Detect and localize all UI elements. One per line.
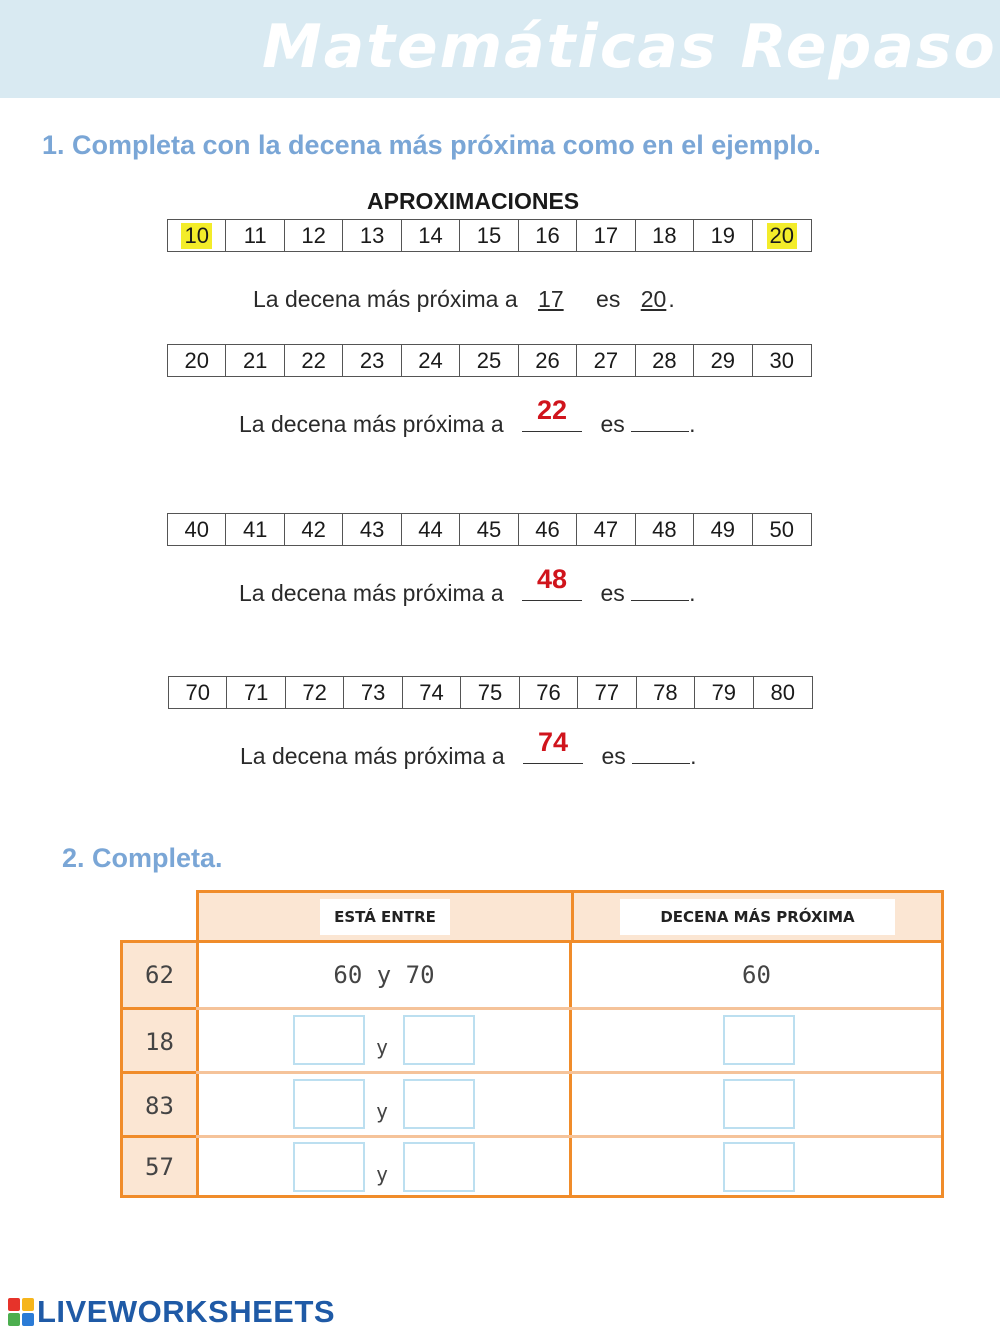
number-cell: 77 [578, 677, 636, 708]
number-cell: 41 [226, 514, 284, 545]
number-cell: 19 [694, 220, 752, 251]
row-number: 83 [145, 1092, 174, 1120]
example-sentence [253, 286, 675, 313]
number-cell: 14 [402, 220, 460, 251]
period: . [689, 411, 696, 437]
number-blank [523, 727, 583, 770]
nearest-value: 60 [742, 961, 771, 989]
example-number: 17 [538, 286, 564, 312]
number-line-70-80 [168, 676, 813, 709]
number-cell: 15 [460, 220, 518, 251]
exercise-sentence-3 [240, 727, 697, 770]
liveworksheets-logo[interactable] [8, 1294, 335, 1330]
period: . [690, 743, 697, 769]
completa-table [120, 890, 944, 1200]
header-banner [0, 0, 1000, 98]
number-blank [522, 395, 582, 438]
exercise-sentence-1 [239, 395, 696, 438]
number-cell: 40 [168, 514, 226, 545]
number-cell: 70 [169, 677, 227, 708]
result-blank-input[interactable] [631, 583, 689, 601]
number-cell: 75 [461, 677, 519, 708]
number-cell: 44 [402, 514, 460, 545]
number-cell [753, 220, 811, 251]
banner-title: Matemáticas Repaso [262, 12, 997, 82]
header-between-label: ESTÁ ENTRE [320, 899, 450, 935]
header-between [199, 893, 571, 940]
number-line-20-30 [167, 344, 812, 377]
number-cell: 20 [168, 345, 226, 376]
nearest-tens-input[interactable] [723, 1079, 795, 1129]
number-cell: 79 [695, 677, 753, 708]
number-cell: 50 [769, 516, 794, 542]
lower-tens-input[interactable] [293, 1015, 365, 1065]
y-connector: y [376, 1035, 389, 1059]
between-value: 60 y 70 [333, 961, 435, 989]
nearest-tens-input[interactable] [723, 1142, 795, 1192]
number-cell: 23 [343, 345, 401, 376]
answer-number: 74 [538, 727, 569, 757]
header-nearest [574, 893, 941, 940]
number-cell: 74 [403, 677, 461, 708]
number-cell [168, 220, 226, 251]
row-number: 18 [145, 1028, 174, 1056]
header-nearest-label: DECENA MÁS PRÓXIMA [620, 899, 894, 935]
number-cell: 24 [402, 345, 460, 376]
number-cell: 30 [769, 347, 794, 373]
row-number: 62 [145, 961, 174, 989]
lower-tens-input[interactable] [293, 1142, 365, 1192]
number-cell: 42 [285, 514, 343, 545]
answer-number: 22 [537, 395, 568, 425]
number-cell: 72 [286, 677, 344, 708]
number-cell: 73 [344, 677, 402, 708]
number-cell: 48 [636, 514, 694, 545]
number-cell: 45 [460, 514, 518, 545]
sentence-prefix: La decena más próxima a [239, 580, 504, 606]
question-2-title: 2. Completa. [62, 843, 223, 873]
number-cell: 46 [519, 514, 577, 545]
number-cell: 16 [519, 220, 577, 251]
number-cell: 80 [770, 679, 795, 705]
sentence-prefix: La decena más próxima a [240, 743, 505, 769]
number-cell: 11 [226, 220, 284, 251]
y-connector: y [376, 1099, 389, 1123]
number-cell: 29 [694, 345, 752, 376]
number-cell: 76 [520, 677, 578, 708]
question-1-title: 1. Completa con la decena más próxima como en el ejemplo. [42, 130, 821, 160]
upper-tens-input[interactable] [403, 1079, 475, 1129]
sentence-prefix: La decena más próxima a [239, 411, 504, 437]
highlighted-number: 10 [181, 223, 211, 249]
number-cell: 13 [343, 220, 401, 251]
number-cell: 47 [577, 514, 635, 545]
exercise-sentence-2 [239, 564, 696, 607]
period: . [668, 286, 675, 312]
number-cell: 25 [460, 345, 518, 376]
es-label: es [601, 743, 626, 769]
number-line-40-50 [167, 513, 812, 546]
es-label: es [600, 411, 625, 437]
result-blank-input[interactable] [632, 746, 690, 764]
y-connector: y [376, 1162, 389, 1186]
logo-icon [8, 1298, 34, 1326]
logo-text: LIVEWORKSHEETS [37, 1294, 336, 1329]
sentence-prefix: La decena más próxima a [253, 286, 518, 312]
answer-number: 48 [537, 564, 568, 594]
number-cell: 71 [227, 677, 285, 708]
example-result: 20 [640, 286, 667, 312]
example-number-line [167, 219, 812, 252]
number-cell: 78 [637, 677, 695, 708]
highlighted-number: 20 [767, 223, 797, 249]
number-blank [522, 564, 582, 607]
result-blank-input[interactable] [631, 414, 689, 432]
number-cell: 12 [285, 220, 343, 251]
number-cell: 28 [636, 345, 694, 376]
number-cell: 49 [694, 514, 752, 545]
aproximaciones-heading: APROXIMACIONES [367, 188, 580, 214]
lower-tens-input[interactable] [293, 1079, 365, 1129]
table-header-row [196, 890, 944, 943]
number-cell: 22 [285, 345, 343, 376]
upper-tens-input[interactable] [403, 1015, 475, 1065]
number-cell: 26 [519, 345, 577, 376]
number-cell: 21 [226, 345, 284, 376]
es-label: es [596, 286, 621, 312]
nearest-tens-input[interactable] [723, 1015, 795, 1065]
period: . [689, 580, 696, 606]
table-body [120, 940, 944, 1198]
number-cell: 43 [343, 514, 401, 545]
number-cell: 18 [636, 220, 694, 251]
number-cell-target: 17 [577, 220, 635, 251]
upper-tens-input[interactable] [403, 1142, 475, 1192]
number-cell: 27 [577, 345, 635, 376]
row-number: 57 [145, 1153, 174, 1181]
es-label: es [600, 580, 625, 606]
